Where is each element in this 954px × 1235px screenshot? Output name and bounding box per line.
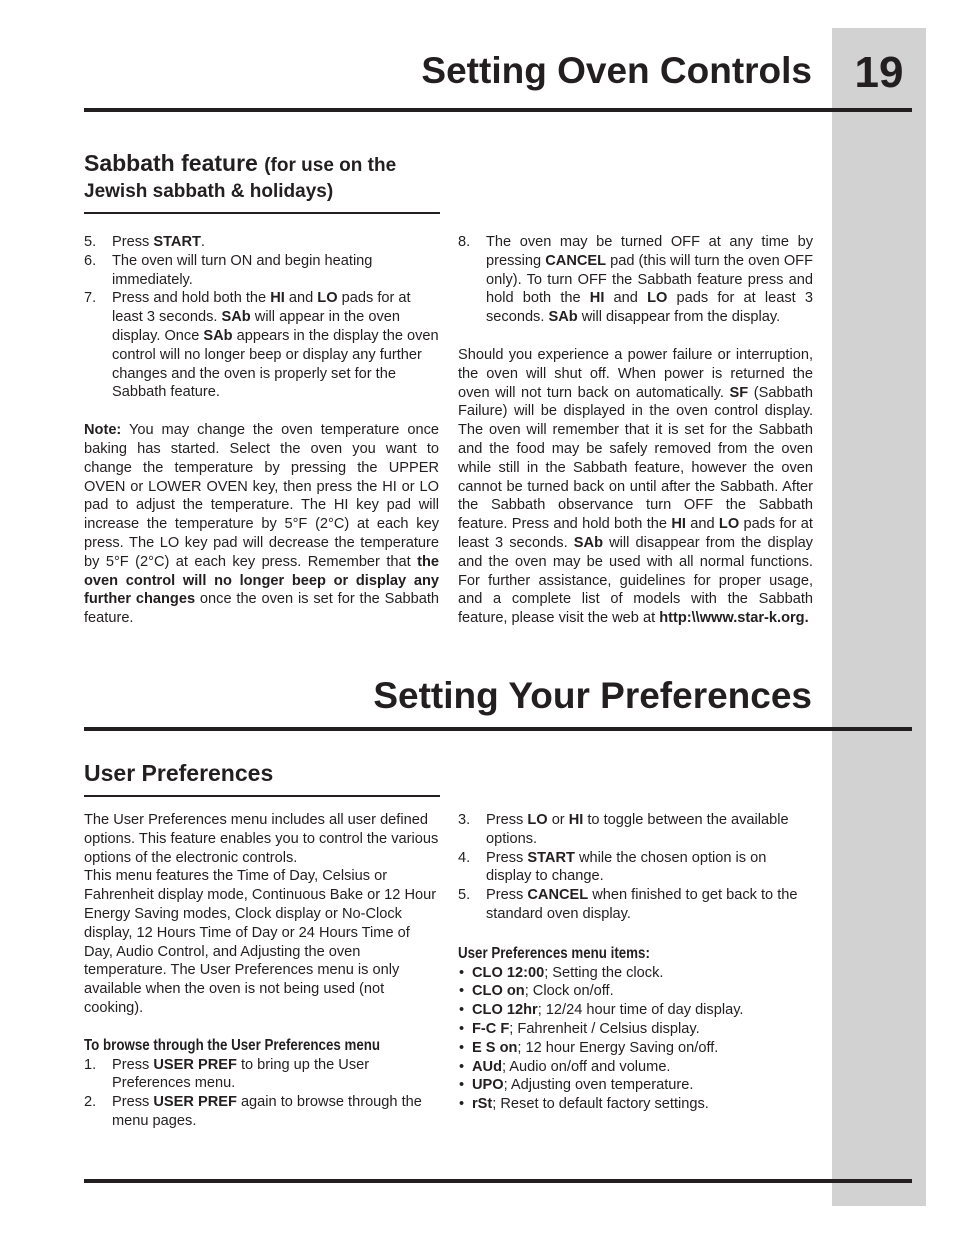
page-number: 19 — [854, 48, 904, 97]
menu-item: • CLO 12:00; Setting the clock. — [458, 964, 813, 983]
menu-item: • UPO; Adjusting oven temperature. — [458, 1076, 813, 1095]
footer-rule — [84, 1179, 912, 1183]
step-item — [84, 233, 439, 252]
sabbath-steps-list — [84, 233, 439, 402]
menu-item: • rSt; Reset to default factory settings. — [458, 1095, 813, 1114]
step-item — [84, 289, 439, 402]
intro-paragraph-2: This menu features the Time of Day, Celsius or Fahrenheit display mode, Continuous Bake or 12 Hour Energy Saving modes, Clock display or No-Clock display, 12 Hours Time of Day or 24 Hours Time of Day, Audio Control, and Adjusting the oven temperature. The User Preferences menu is only available when the oven is not being used (not cooking). — [84, 868, 437, 1016]
menu-items-heading: User Preferences menu items: — [458, 944, 650, 962]
step-item — [458, 811, 813, 849]
menu-item: • F-C F; Fahrenheit / Celsius display. — [458, 1020, 813, 1039]
section-title-preferences: Setting Your Preferences — [373, 675, 812, 716]
step-number: 5. — [458, 887, 471, 904]
browse-steps-list-right — [458, 811, 813, 924]
step-text: Press USER PREF to bring up the User Preferences menu. — [112, 1056, 370, 1092]
sabbath-right-column — [458, 233, 813, 628]
step-text: Press and hold both the HI and LO pads for at least 3 seconds. SAb will appear in the oven display. Once SAb appears in the display the oven control will no longer beep or display any further changes and the oven is properly set for the Sabbath feature. — [112, 290, 439, 401]
preferences-left-column — [84, 811, 439, 1131]
step-item — [458, 233, 813, 327]
step-number: 3. — [458, 812, 471, 828]
menu-items-list — [458, 964, 813, 1114]
menu-item: • CLO 12hr; 12/24 hour time of day display. — [458, 1001, 813, 1020]
power-failure-paragraph: Should you experience a power failure or interruption, the oven will shut off. When power is returned the oven will not turn back on automatically. SF (Sabbath Failure) will be displayed in the oven control display. The oven will remember that it is set for the Sabbath and the food may be safely removed from the oven while still in the Sabbath feature, however the oven cannot be turned back on until after the Sabbath. After the Sabbath observance turn OFF the Sabbath feature. Press and hold both the HI and LO pads for at least 3 seconds. SAb will disappear from the display and the oven may be used with all normal functions. For further assistance, guidelines for proper usage, and a complete list of models with the Sabbath feature, please visit the web at http:\\www.star-k.org. — [458, 346, 813, 627]
step-number: 7. — [84, 290, 97, 307]
user-preferences-heading: User Preferences — [84, 760, 274, 786]
step-number: 4. — [458, 849, 471, 866]
step-text: Press LO or HI to toggle between the available options. — [486, 812, 789, 847]
step-text: Press START while the chosen option is on display to change. — [486, 849, 767, 885]
user-preferences-rule — [84, 795, 440, 797]
step-item — [84, 252, 439, 290]
sabbath-heading-rule — [84, 212, 440, 214]
menu-item: • E S on; 12 hour Energy Saving on/off. — [458, 1039, 813, 1058]
step-number: 8. — [458, 234, 471, 250]
step-item — [84, 1056, 439, 1094]
sabbath-left-column — [84, 233, 439, 628]
step-number: 1. — [84, 1056, 97, 1073]
step-text: Press USER PREF again to browse through the menu pages. — [112, 1094, 422, 1129]
step-number: 5. — [84, 234, 97, 250]
step-item — [458, 886, 813, 924]
intro-paragraph-1: The User Preferences menu includes all user defined options. This feature enables you to control the various options of the electronic controls. — [84, 812, 439, 866]
step-item — [458, 849, 813, 887]
step-text: Press START. — [112, 234, 205, 250]
step-number: 6. — [84, 252, 97, 269]
preferences-title-rule — [84, 727, 912, 731]
step-item — [84, 1093, 439, 1131]
step-text: Press CANCEL when finished to get back to the standard oven display. — [486, 887, 798, 922]
sabbath-note: Note: You may change the oven temperature once baking has started. Select the oven you want to change the temperature by pressing the UPPER OVEN or LOWER OVEN key, then press the HI or LO pad to adjust the temperature. The HI key pad will increase the temperature by 5°F (2°C) at each key press. The LO key pad will decrease the temperature by 5°F (2°C) at each key press. Remember that the oven control will no longer beep or display any further changes once the oven is set for the Sabbath feature. — [84, 422, 439, 627]
step-number: 2. — [84, 1094, 97, 1111]
page-sidebar — [832, 28, 926, 1206]
step-text: The oven will turn ON and begin heating immediately. — [112, 252, 373, 288]
step-text: The oven may be turned OFF at any time by pressing CANCEL pad (this will turn the oven OFF only). To turn OFF the Sabbath feature press and hold both the HI and LO pads for at least 3 seconds. SAb will disappear from the display. — [486, 234, 813, 326]
section-title-oven-controls: Setting Oven Controls — [421, 50, 812, 91]
preferences-right-column — [458, 811, 813, 1114]
title-rule — [84, 108, 912, 112]
browse-heading: To browse through the User Preferences menu — [84, 1036, 381, 1054]
menu-item: • AUd; Audio on/off and volume. — [458, 1058, 813, 1077]
sabbath-heading: Sabbath feature (for use on the Jewish sabbath & holidays) — [84, 150, 397, 202]
menu-item: • CLO on; Clock on/off. — [458, 982, 813, 1001]
browse-steps-list — [84, 1056, 439, 1131]
sabbath-steps-list-right — [458, 233, 813, 327]
